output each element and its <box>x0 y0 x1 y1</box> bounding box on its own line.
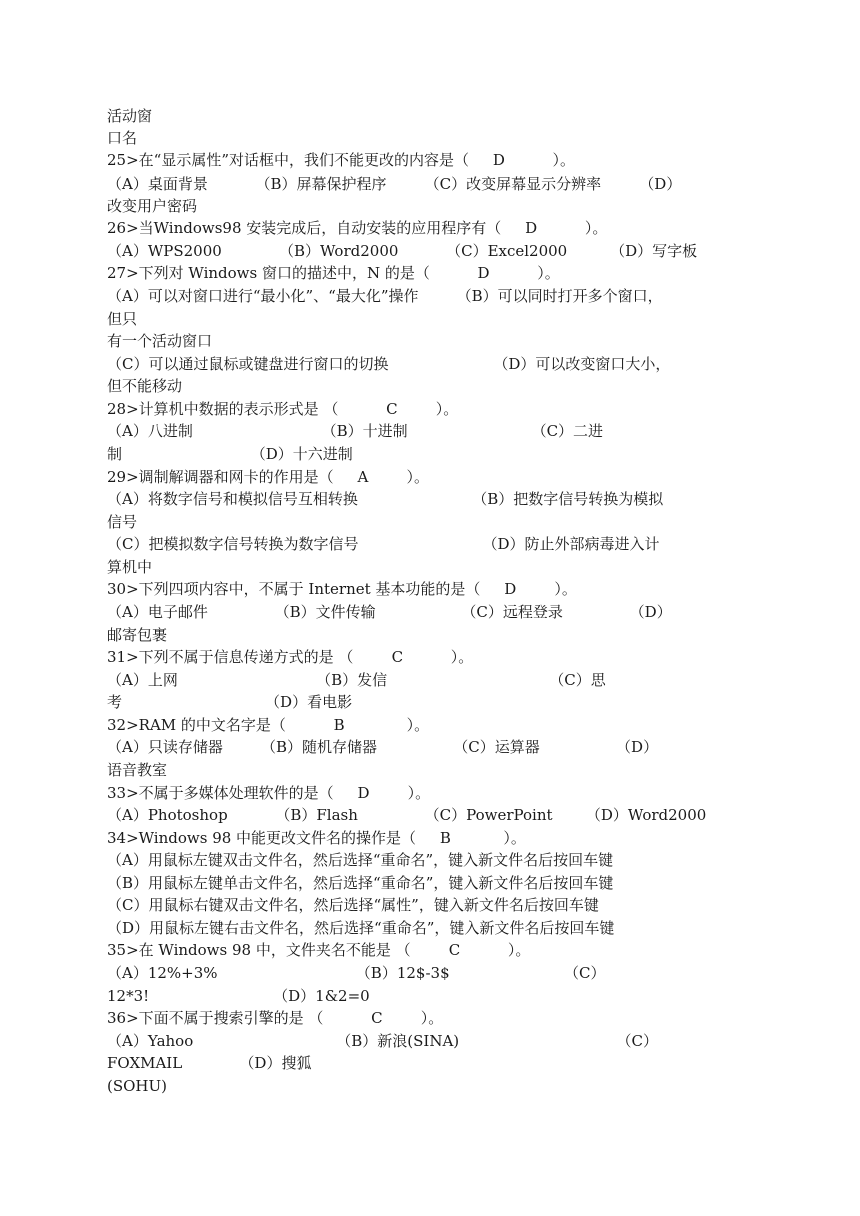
options-27-b: 但只 <box>107 310 138 328</box>
options-34-b: （B）用鼠标左键单击文件名，然后选择“重命名”，键入新文件名后按回车键 <box>107 874 614 892</box>
options-28-b: 制 （D）十六进制 <box>107 445 353 463</box>
options-36-a: （A）Yahoo （B）新浪(SINA) （C） <box>107 1032 658 1050</box>
options-29-c: （C）把模拟数字信号转换为数字信号 （D）防止外部病毒进入计 <box>107 535 660 553</box>
options-33: （A）Photoshop （B）Flash （C）PowerPoint （D）Word2000 <box>107 806 707 824</box>
question-28: 28>计算机中数据的表示形式是 （ C ）。 <box>107 400 459 418</box>
options-32-a: （A）只读存储器 （B）随机存储器 （C）运算器 （D） <box>107 738 659 756</box>
options-35-a: （A）12%+3% （B）12$-3$ （C） <box>107 964 606 982</box>
options-29-d: 算机中 <box>107 558 153 576</box>
options-27-e: 但不能移动 <box>107 377 183 395</box>
options-36-c: (SOHU) <box>107 1077 167 1095</box>
options-30-a: （A）电子邮件 （B）文件传输 （C）远程登录 （D） <box>107 603 672 621</box>
options-27-a: （A）可以对窗口进行“最小化”、“最大化”操作 （B）可以同时打开多个窗口， <box>107 287 663 305</box>
question-34: 34>Windows 98 中能更改文件名的操作是（ B ）。 <box>107 829 526 847</box>
options-26: （A）WPS2000 （B）Word2000 （C）Excel2000 （D）写字板 <box>107 242 698 260</box>
options-32-b: 语音教室 <box>107 761 168 779</box>
options-34-a: （A）用鼠标左键双击文件名，然后选择“重命名”，键入新文件名后按回车键 <box>107 851 614 869</box>
options-29-a: （A）将数字信号和模拟信号互相转换 （B）把数字信号转换为模拟 <box>107 490 664 508</box>
text-line-1: 活动窗 <box>107 107 153 125</box>
options-29-b: 信号 <box>107 513 138 531</box>
question-25: 25>在“显示属性”对话框中，我们不能更改的内容是（ D ）。 <box>107 151 576 169</box>
options-27-c: 有一个活动窗口 <box>107 332 213 350</box>
options-31-b: 考 （D）看电影 <box>107 693 353 711</box>
question-29: 29>调制解调器和网卡的作用是（ A ）。 <box>107 468 429 486</box>
question-30: 30>下列四项内容中，不属于 Internet 基本功能的是（ D ）。 <box>107 580 577 598</box>
question-31: 31>下列不属于信息传递方式的是 （ C ）。 <box>107 648 474 666</box>
options-25-a: （A）桌面背景 （B）屏幕保护程序 （C）改变屏幕显示分辨率 （D） <box>107 175 682 193</box>
question-32: 32>RAM 的中文名字是（ B ）。 <box>107 716 430 734</box>
options-34-c: （C）用鼠标右键双击文件名，然后选择“属性”，键入新文件名后按回车键 <box>107 896 599 914</box>
text-line-2: 口名 <box>107 129 138 147</box>
options-30-b: 邮寄包裹 <box>107 626 168 644</box>
question-33: 33>不属于多媒体处理软件的是（ D ）。 <box>107 784 431 802</box>
question-36: 36>下面不属于搜索引擎的是 （ C ）。 <box>107 1009 444 1027</box>
options-35-b: 12*3! （D）1&2=0 <box>107 987 370 1005</box>
question-27: 27>下列对 Windows 窗口的描述中，N 的是（ D ）。 <box>107 264 560 282</box>
options-28-a: （A）八进制 （B）十进制 （C）二进 <box>107 422 604 440</box>
options-31-a: （A）上网 （B）发信 （C）思 <box>107 671 606 689</box>
options-34-d: （D）用鼠标左键右击文件名，然后选择“重命名”，键入新文件名后按回车键 <box>107 919 615 937</box>
question-26: 26>当Windows98 安装完成后，自动安装的应用程序有（ D ）。 <box>107 219 608 237</box>
options-27-d: （C）可以通过鼠标或键盘进行窗口的切换 （D）可以改变窗口大小， <box>107 355 671 373</box>
options-25-b: 改变用户密码 <box>107 197 198 215</box>
options-36-b: FOXMAIL （D）搜狐 <box>107 1054 312 1072</box>
question-35: 35>在 Windows 98 中，文件夹名不能是 （ C ）。 <box>107 941 531 959</box>
